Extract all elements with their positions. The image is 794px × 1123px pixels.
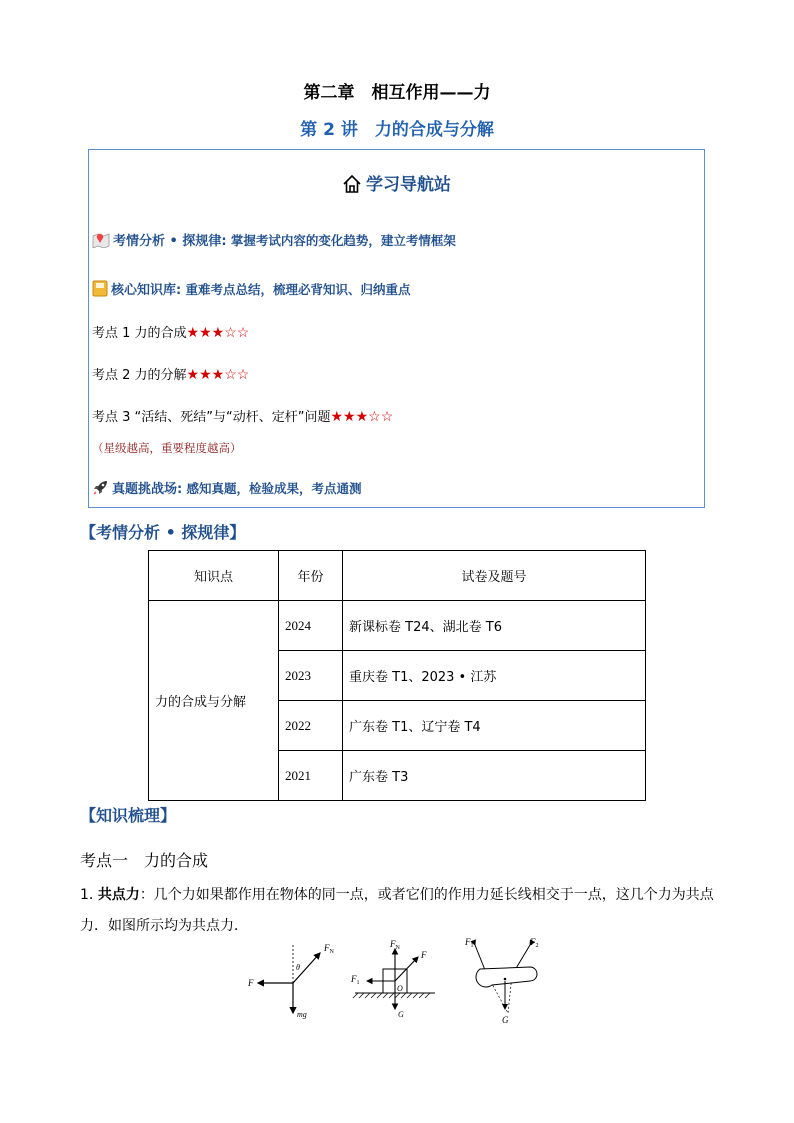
fig2-fn-sub: N bbox=[395, 945, 400, 951]
fig3-f2-sub: 2 bbox=[535, 943, 539, 949]
key-point-3-stars: ★★★☆☆ bbox=[330, 409, 394, 425]
paper-cell: 重庆卷 T1、2023 • 江苏 bbox=[343, 651, 646, 701]
svg-text:F2 bbox=[529, 937, 539, 949]
paper-cell: 新课标卷 T24、湖北卷 T6 bbox=[343, 601, 646, 651]
nav-title bbox=[89, 170, 704, 195]
fig1-fn-label: F bbox=[324, 943, 330, 953]
nav-row3-desc: 感知真题，检验成果，考点通测 bbox=[182, 481, 362, 496]
nav-row1-desc: 掌握考试内容的变化趋势，建立考情框架 bbox=[226, 233, 456, 248]
key-point-2 bbox=[92, 364, 249, 383]
lesson-title: 第 2 讲 力的合成与分解 bbox=[300, 120, 494, 140]
table-row bbox=[149, 601, 646, 651]
key-point-1 bbox=[92, 322, 249, 341]
year-cell: 2021 bbox=[279, 751, 343, 801]
map-pin-icon bbox=[92, 232, 110, 252]
exam-analysis-heading: 【考情分析 • 探规律】 bbox=[80, 523, 246, 542]
concurrent-force-paragraph bbox=[80, 880, 726, 942]
fig1-fn-sub: N bbox=[329, 949, 334, 955]
term-concurrent-force: 共点力 bbox=[97, 887, 140, 903]
fig3-g-label: G bbox=[502, 1015, 509, 1025]
key-point-2-stars: ★★★☆☆ bbox=[186, 367, 250, 383]
year-cell: 2022 bbox=[279, 701, 343, 751]
star-note-text: （星级越高，重要程度越高） bbox=[92, 441, 242, 455]
year-cell: 2023 bbox=[279, 651, 343, 701]
paper-cell: 广东卷 T3 bbox=[343, 751, 646, 801]
key-point-1-text: 考点 1 力的合成 bbox=[92, 326, 187, 341]
nav-row-exam-analysis bbox=[92, 230, 456, 252]
fig3-f1-sub: 1 bbox=[470, 943, 474, 949]
fig2-fn-label: F bbox=[390, 939, 396, 949]
fig2-f1-sub: 1 bbox=[356, 980, 360, 986]
key-point-1-stars: ★★★☆☆ bbox=[186, 325, 250, 341]
key-point-2-text: 考点 2 力的分解 bbox=[92, 368, 187, 383]
figure-1-point-forces bbox=[247, 943, 335, 1019]
knowledge-heading: 【知识梳理】 bbox=[80, 806, 177, 825]
rocket-icon bbox=[92, 479, 109, 500]
svg-text:F1 bbox=[464, 937, 474, 949]
fig3-f1-label: F bbox=[465, 937, 471, 947]
para-body: ：几个力如果都作用在物体的同一点，或者它们的作用力延长线相交于一点，这几个力为共点力．如图所示均为共点力． bbox=[80, 887, 714, 934]
chapter-title: 第二章 相互作用——力 bbox=[303, 83, 491, 103]
fig2-g-label: G bbox=[398, 1010, 404, 1019]
fig1-theta-label: θ bbox=[296, 963, 300, 972]
figure-2-block-forces bbox=[350, 939, 435, 1019]
exam-table bbox=[148, 550, 646, 801]
header-knowledge-point: 知识点 bbox=[149, 551, 279, 601]
topic-cell: 力的合成与分解 bbox=[149, 601, 279, 801]
fig1-f-label: F bbox=[248, 978, 254, 988]
nav-row-core-knowledge bbox=[92, 279, 411, 301]
fig2-f-label: F bbox=[421, 950, 427, 960]
svg-text:FN bbox=[323, 943, 335, 955]
svg-text:F1 bbox=[350, 974, 360, 986]
svg-text:FN bbox=[389, 939, 401, 951]
nav-row2-label: 核心知识库: bbox=[111, 283, 182, 298]
nav-title-text: 学习导航站 bbox=[366, 175, 451, 195]
concurrent-force-figures bbox=[240, 935, 560, 1035]
fig3-f2-label: F bbox=[530, 937, 536, 947]
key-point-one-title: 考点一 力的合成 bbox=[80, 851, 209, 870]
nav-row-real-exam bbox=[92, 478, 362, 500]
year-cell: 2024 bbox=[279, 601, 343, 651]
nav-row1-label: 考情分析 • 探规律: bbox=[113, 234, 227, 249]
key-point-3 bbox=[92, 406, 393, 425]
home-icon bbox=[342, 174, 362, 194]
fig1-mg-label: mg bbox=[297, 1010, 307, 1019]
paper-cell: 广东卷 T1、辽宁卷 T4 bbox=[343, 701, 646, 751]
study-navigation-box bbox=[88, 149, 705, 508]
nav-row3-label: 真题挑战场: bbox=[112, 482, 183, 497]
book-icon bbox=[92, 280, 108, 301]
figure-3-hanging-forces bbox=[464, 937, 539, 1025]
para-number: 1. bbox=[80, 887, 98, 903]
key-point-3-text: 考点 3 “活结、死结”与“动杆、定杆”问题 bbox=[92, 410, 331, 425]
star-note bbox=[92, 440, 242, 456]
fig2-f1-label: F bbox=[351, 974, 357, 984]
header-paper: 试卷及题号 bbox=[343, 551, 646, 601]
header-year: 年份 bbox=[279, 551, 343, 601]
fig2-o-label: O bbox=[397, 984, 403, 993]
table-header-row bbox=[149, 551, 646, 601]
nav-row2-desc: 重难考点总结，梳理必背知识、归纳重点 bbox=[181, 282, 411, 297]
